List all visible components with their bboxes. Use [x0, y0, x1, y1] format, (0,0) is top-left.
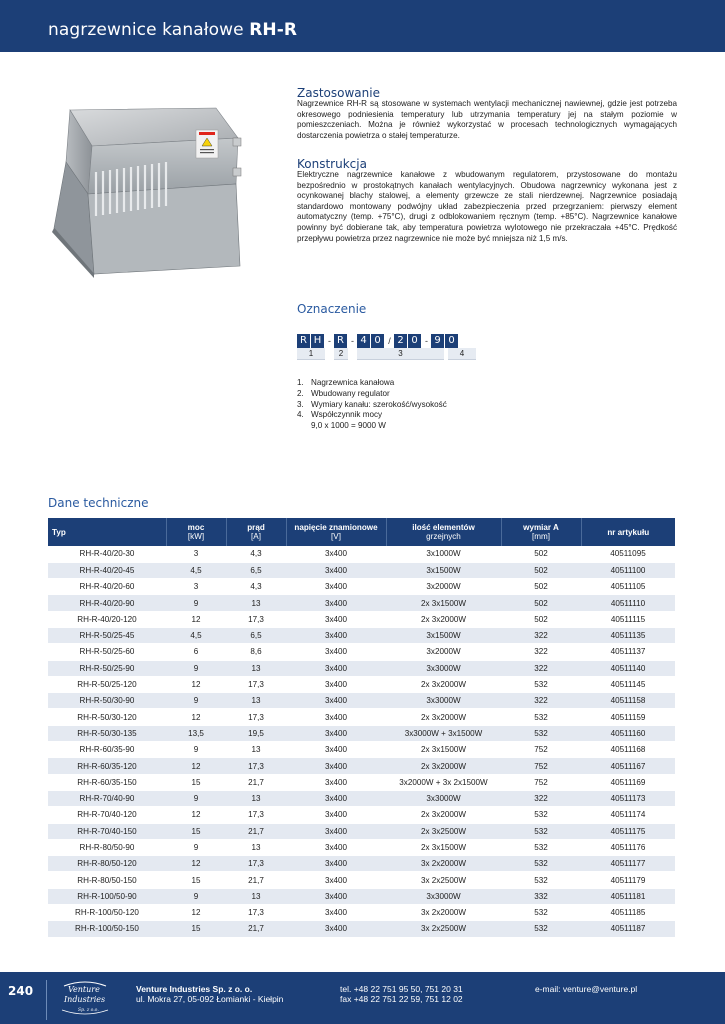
table-cell: 13,5	[166, 725, 226, 741]
table-cell: RH-R-50/25-60	[48, 644, 166, 660]
table-cell: 40511137	[581, 644, 675, 660]
table-cell: 2x 3x2000W	[386, 807, 501, 823]
table-cell: 40511174	[581, 807, 675, 823]
table-cell: 40511158	[581, 693, 675, 709]
table-cell: 13	[226, 888, 286, 904]
table-cell: 40511179	[581, 872, 675, 888]
table-cell: 13	[226, 790, 286, 806]
table-row	[48, 774, 675, 790]
table-row	[48, 562, 675, 578]
code-separator: -	[351, 336, 354, 346]
table-cell: 4,5	[166, 627, 226, 643]
table-cell: 12	[166, 758, 226, 774]
table-cell: 21,7	[226, 921, 286, 937]
table-cell: 3x400	[286, 676, 386, 692]
table-row	[48, 905, 675, 921]
table-cell: 2x 3x2000W	[386, 709, 501, 725]
table-cell: 13	[226, 660, 286, 676]
table-cell: 532	[501, 905, 581, 921]
table-row	[48, 693, 675, 709]
table-cell: 6,5	[226, 627, 286, 643]
table-row	[48, 709, 675, 725]
table-cell: 3x 2x2000W	[386, 856, 501, 872]
construction-text: Elektryczne nagrzewnice kanałowe z wbudowanym regulatorem, przystosowane do montażu bezpośrednio w prostokątnych kanałach wentylacyjnych. Obudowa nagrzewnicy wykonana jest z ocynkowanej blachy stalowej, a elementy grzewcze ze stali nierdzewnej. Nagrzewnice posiadają standardowo montowany podwójny układ zabezpieczenia przed przegrzaniem: pierwszy element automatyczny (temp. +75°C), drugi z odblokowaniem ręcznym (temp. +85°C). Nagrzewnice kanałowe powinny być dobierane tak, aby temperatura powietrza wylotowego nie przekraczała +45°C. Prędkość przepływu powietrza przez nagrzewnice nie może być mniejsza niż 1,5 m/s.	[297, 170, 677, 243]
legend-item: 4. Współczynnik mocy	[297, 410, 383, 420]
table-cell: 40511159	[581, 709, 675, 725]
table-cell: 3x 2x2000W	[386, 905, 501, 921]
table-cell: RH-R-40/20-120	[48, 611, 166, 627]
table-row	[48, 856, 675, 872]
table-cell: 12	[166, 856, 226, 872]
table-cell: 3x400	[286, 709, 386, 725]
table-row	[48, 725, 675, 741]
table-cell: 40511115	[581, 611, 675, 627]
table-cell: 532	[501, 921, 581, 937]
table-cell: 9	[166, 595, 226, 611]
table-cell: 21,7	[226, 823, 286, 839]
application-text: Nagrzewnice RH-R są stosowane w systemach wentylacji mechanicznej nawiewnej, gdzie jest potrzeba okresowego podniesienia temperatury lub utrzymania temperatury jej na stałym poziomie w pomieszczeniach. Można je również wykorzystać w procesach technologicznych wymagających dostarczenia powietrza o stałej temperaturze.	[297, 99, 677, 140]
code-char: R	[297, 334, 310, 348]
table-cell: 502	[501, 579, 581, 595]
table-row	[48, 742, 675, 758]
table-row	[48, 872, 675, 888]
table-cell: 502	[501, 562, 581, 578]
table-cell: 532	[501, 856, 581, 872]
table-cell: 3x1500W	[386, 562, 501, 578]
page-header	[0, 0, 725, 52]
table-cell: 9	[166, 888, 226, 904]
table-cell: RH-R-80/50-150	[48, 872, 166, 888]
table-cell: 3x400	[286, 856, 386, 872]
table-cell: 40511110	[581, 595, 675, 611]
table-cell: 6,5	[226, 562, 286, 578]
legend-item: 2. Wbudowany regulator	[297, 388, 390, 398]
table-cell: 3x2000W + 3x 2x1500W	[386, 774, 501, 790]
table-cell: 2x 3x2000W	[386, 611, 501, 627]
table-cell: RH-R-70/40-150	[48, 823, 166, 839]
table-cell: 12	[166, 676, 226, 692]
table-cell: 9	[166, 839, 226, 855]
table-cell: 9	[166, 660, 226, 676]
table-cell: 13	[226, 693, 286, 709]
table-cell: 13	[226, 742, 286, 758]
page-number: 240	[8, 984, 34, 998]
table-cell: 3x 2x2500W	[386, 921, 501, 937]
table-cell: 3x3000W	[386, 693, 501, 709]
col-current: prąd [A]	[226, 518, 286, 546]
table-cell: 322	[501, 644, 581, 660]
legend-item: 1. Nagrzewnica kanałowa	[297, 378, 395, 387]
table-cell: 17,3	[226, 807, 286, 823]
table-cell: 15	[166, 823, 226, 839]
page-footer	[0, 972, 725, 1024]
designation-number: 4	[448, 348, 476, 360]
table-cell: 8,6	[226, 644, 286, 660]
table-cell: RH-R-80/50-90	[48, 839, 166, 855]
table-cell: 3x2000W	[386, 579, 501, 595]
table-cell: 2x 3x2500W	[386, 823, 501, 839]
designation-code	[297, 334, 459, 348]
table-cell: 322	[501, 693, 581, 709]
code-char: R	[334, 334, 347, 348]
table-cell: 3	[166, 579, 226, 595]
table-cell: 21,7	[226, 774, 286, 790]
table-row	[48, 611, 675, 627]
table-cell: 3x400	[286, 546, 386, 562]
footer-divider	[46, 980, 47, 1020]
table-cell: RH-R-60/35-120	[48, 758, 166, 774]
table-cell: RH-R-50/30-135	[48, 725, 166, 741]
table-cell: 532	[501, 823, 581, 839]
code-char: H	[311, 334, 324, 348]
table-cell: 322	[501, 660, 581, 676]
col-power: moc [kW]	[166, 518, 226, 546]
table-cell: 40511100	[581, 562, 675, 578]
table-cell: 17,3	[226, 758, 286, 774]
table-cell: 19,5	[226, 725, 286, 741]
designation-number: 2	[334, 348, 348, 360]
table-cell: 3x400	[286, 595, 386, 611]
table-cell: 9	[166, 742, 226, 758]
table-cell: 332	[501, 888, 581, 904]
legend-item: 3. Wymiary kanału: szerokość/wysokość	[297, 399, 447, 409]
page-title	[48, 20, 297, 40]
title-prefix: nagrzewnice kanałowe	[48, 20, 250, 40]
table-cell: 40511176	[581, 839, 675, 855]
table-row	[48, 627, 675, 643]
table-cell: 40511140	[581, 660, 675, 676]
code-separator: -	[328, 336, 331, 346]
table-cell: 3x400	[286, 807, 386, 823]
footer-address: ul. Mokra 27, 05-092 Łomianki - Kiełpin	[136, 994, 284, 1004]
application-heading: Zastosowanie	[297, 86, 380, 100]
table-cell: 9	[166, 693, 226, 709]
table-cell: RH-R-40/20-60	[48, 579, 166, 595]
table-cell: 502	[501, 546, 581, 562]
table-cell: 12	[166, 611, 226, 627]
table-cell: 532	[501, 839, 581, 855]
table-cell: 3x400	[286, 579, 386, 595]
table-cell: 3x400	[286, 644, 386, 660]
legend-example: 9,0 x 1000 = 9000 W	[311, 421, 386, 431]
col-type: Typ	[48, 518, 166, 546]
table-row	[48, 790, 675, 806]
table-cell: 21,7	[226, 872, 286, 888]
table-cell: RH-R-100/50-150	[48, 921, 166, 937]
table-cell: 322	[501, 790, 581, 806]
table-cell: 752	[501, 758, 581, 774]
table-cell: 4,3	[226, 579, 286, 595]
col-dimension: wymiar A [mm]	[501, 518, 581, 546]
table-cell: 40511095	[581, 546, 675, 562]
table-cell: RH-R-50/25-120	[48, 676, 166, 692]
table-cell: 40511145	[581, 676, 675, 692]
footer-phone: tel. +48 22 751 95 50, 751 20 31	[340, 984, 463, 994]
code-char: 9	[431, 334, 444, 348]
table-cell: 3x400	[286, 693, 386, 709]
table-cell: 12	[166, 905, 226, 921]
table-cell: 532	[501, 807, 581, 823]
table-cell: 3x400	[286, 774, 386, 790]
table-cell: 40511187	[581, 921, 675, 937]
table-cell: 752	[501, 774, 581, 790]
table-cell: 40511181	[581, 888, 675, 904]
table-cell: 13	[226, 595, 286, 611]
construction-heading: Konstrukcja	[297, 157, 367, 171]
table-cell: 4,3	[226, 546, 286, 562]
table-cell: 3x400	[286, 905, 386, 921]
table-cell: 3x2000W	[386, 644, 501, 660]
table-cell: 3x400	[286, 790, 386, 806]
col-article: nr artykułu	[581, 518, 675, 546]
table-cell: 17,3	[226, 856, 286, 872]
table-cell: RH-R-70/40-90	[48, 790, 166, 806]
code-separator: /	[388, 336, 391, 346]
code-separator: -	[425, 336, 428, 346]
table-cell: 17,3	[226, 676, 286, 692]
table-cell: 3x3000W	[386, 888, 501, 904]
table-cell: 17,3	[226, 709, 286, 725]
table-cell: 40511177	[581, 856, 675, 872]
table-cell: 2x 3x1500W	[386, 839, 501, 855]
logo-text: Industries	[64, 995, 106, 1004]
table-cell: 3x400	[286, 611, 386, 627]
table-row	[48, 823, 675, 839]
table-cell: RH-R-50/25-90	[48, 660, 166, 676]
table-cell: 15	[166, 774, 226, 790]
table-cell: 3x400	[286, 742, 386, 758]
table-cell: 3x1500W	[386, 627, 501, 643]
designation-legend	[297, 378, 447, 432]
table-cell: RH-R-50/25-45	[48, 627, 166, 643]
table-cell: 752	[501, 742, 581, 758]
table-cell: 12	[166, 807, 226, 823]
table-cell: 40511175	[581, 823, 675, 839]
table-row	[48, 546, 675, 562]
table-cell: RH-R-50/30-90	[48, 693, 166, 709]
table-cell: 40511167	[581, 758, 675, 774]
table-cell: 3x400	[286, 888, 386, 904]
product-photo	[48, 98, 248, 278]
technical-heading: Dane techniczne	[48, 496, 149, 510]
table-cell: 40511105	[581, 579, 675, 595]
table-cell: 532	[501, 676, 581, 692]
table-cell: RH-R-40/20-90	[48, 595, 166, 611]
table-row	[48, 660, 675, 676]
table-cell: 532	[501, 872, 581, 888]
table-row	[48, 921, 675, 937]
table-cell: 532	[501, 709, 581, 725]
table-cell: 3x400	[286, 660, 386, 676]
table-cell: RH-R-80/50-120	[48, 856, 166, 872]
title-model: RH-R	[249, 20, 298, 40]
table-cell: 40511185	[581, 905, 675, 921]
footer-fax: fax +48 22 751 22 59, 751 12 02	[340, 994, 463, 1004]
code-char: 0	[371, 334, 384, 348]
table-cell: 3x1000W	[386, 546, 501, 562]
table-row	[48, 595, 675, 611]
table-cell: 13	[226, 839, 286, 855]
table-cell: 2x 3x2000W	[386, 676, 501, 692]
table-row	[48, 758, 675, 774]
table-cell: 40511135	[581, 627, 675, 643]
table-cell: 322	[501, 627, 581, 643]
table-row	[48, 676, 675, 692]
table-cell: RH-R-40/20-45	[48, 562, 166, 578]
table-row	[48, 807, 675, 823]
table-cell: 3x400	[286, 627, 386, 643]
table-cell: 40511173	[581, 790, 675, 806]
table-cell: 502	[501, 595, 581, 611]
table-cell: 3x3000W	[386, 660, 501, 676]
table-cell: 3	[166, 546, 226, 562]
table-cell: 3x400	[286, 758, 386, 774]
table-cell: 15	[166, 872, 226, 888]
table-cell: RH-R-100/50-120	[48, 905, 166, 921]
table-cell: 2x 3x1500W	[386, 742, 501, 758]
footer-email: e-mail: venture@venture.pl	[535, 984, 638, 994]
technical-table	[48, 518, 675, 938]
table-cell: 2x 3x2000W	[386, 758, 501, 774]
table-cell: 3x400	[286, 872, 386, 888]
table-cell: RH-R-60/35-150	[48, 774, 166, 790]
table-cell: 3x400	[286, 839, 386, 855]
table-cell: 40511160	[581, 725, 675, 741]
table-cell: 532	[501, 725, 581, 741]
table-cell: 3x400	[286, 921, 386, 937]
table-cell: 15	[166, 921, 226, 937]
table-cell: 502	[501, 611, 581, 627]
col-voltage: napięcie znamionowe [V]	[286, 518, 386, 546]
table-cell: 3x400	[286, 725, 386, 741]
col-elements: ilość elementów grzejnych	[386, 518, 501, 546]
table-cell: 3x3000W	[386, 790, 501, 806]
table-cell: 2x 3x1500W	[386, 595, 501, 611]
designation-number: 3	[357, 348, 444, 360]
table-cell: 17,3	[226, 611, 286, 627]
table-cell: 6	[166, 644, 226, 660]
table-cell: RH-R-50/30-120	[48, 709, 166, 725]
table-cell: 40511168	[581, 742, 675, 758]
designation-number: 1	[297, 348, 325, 360]
table-row	[48, 579, 675, 595]
footer-company: Venture Industries Sp. z o. o.	[136, 984, 253, 994]
logo-text: Venture	[68, 985, 100, 994]
table-cell: 12	[166, 709, 226, 725]
table-row	[48, 839, 675, 855]
logo-text: Sp. z o.o.	[78, 1008, 99, 1013]
table-cell: 3x 2x2500W	[386, 872, 501, 888]
table-cell: RH-R-70/40-120	[48, 807, 166, 823]
table-cell: RH-R-100/50-90	[48, 888, 166, 904]
table-cell: 17,3	[226, 905, 286, 921]
table-cell: 3x3000W + 3x1500W	[386, 725, 501, 741]
table-cell: RH-R-60/35-90	[48, 742, 166, 758]
table-header-row	[48, 518, 675, 546]
table-cell: 9	[166, 790, 226, 806]
code-char: 4	[357, 334, 370, 348]
code-char: 0	[445, 334, 458, 348]
table-row	[48, 644, 675, 660]
code-char: 0	[408, 334, 421, 348]
table-cell: 4,5	[166, 562, 226, 578]
designation-heading: Oznaczenie	[297, 302, 367, 316]
table-cell: 3x400	[286, 823, 386, 839]
table-cell: 40511169	[581, 774, 675, 790]
code-char: 2	[394, 334, 407, 348]
table-row	[48, 888, 675, 904]
table-cell: 3x400	[286, 562, 386, 578]
table-cell: RH-R-40/20-30	[48, 546, 166, 562]
